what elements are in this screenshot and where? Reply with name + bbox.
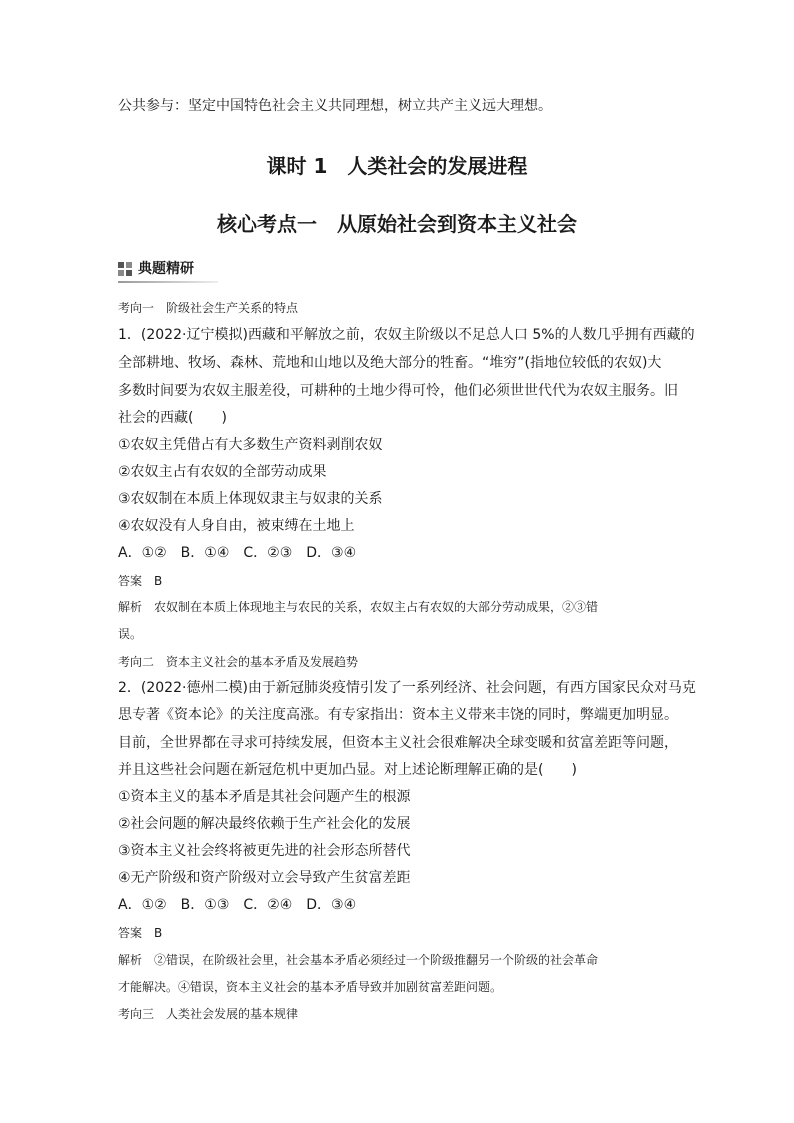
q1-answer: 答案 B xyxy=(118,574,163,588)
q1-option-2: ②农奴主占有农奴的全部劳动成果 xyxy=(118,464,327,480)
q1-option-1: ①农奴主凭借占有大多数生产资料剥削农奴 xyxy=(118,437,383,453)
q2-stem-line-3: 目前，全世界都在寻求可持续发展，但资本主义社会很难解决全球变暖和贫富差距等问题， xyxy=(118,735,678,751)
question-direction-3: 考向三 人类社会发展的基本规律 xyxy=(118,1007,299,1021)
section-label: 典题精研 xyxy=(138,261,194,277)
q1-option-3: ③农奴制在本质上体现奴隶主与奴隶的关系 xyxy=(118,491,383,507)
q1-stem-line-3: 多数时间要为农奴主服差役，可耕种的土地少得可怜，他们必须世世代代为农奴主服务。旧 xyxy=(118,383,678,399)
q1-choices: A．①② B．①④ C．②③ D．③④ xyxy=(118,545,357,561)
q2-stem-line-4: 并且这些社会问题在新冠危机中更加凸显。对上述论断理解正确的是( ) xyxy=(118,762,577,778)
q1-stem-line-2: 全部耕地、牧场、森林、荒地和山地以及绝大部分的牲畜。“堆穷”(指地位较低的农奴)大 xyxy=(118,355,662,371)
section-underline xyxy=(118,281,218,283)
q2-stem-line-2: 思专著《资本论》的关注度高涨。有专家指出：资本主义带来丰饶的同时，弊端更加明显。 xyxy=(118,707,678,723)
q2-analysis-line-2: 才能解决。④错误，资本主义社会的基本矛盾导致并加剧贫富差距问题。 xyxy=(118,980,503,994)
q1-analysis-line-2: 误。 xyxy=(118,627,143,641)
q1-stem-line-1: 1．(2022·辽宁模拟)西藏和平解放之前，农奴主阶级以不足总人口 5%的人数几乎拥有西藏的 xyxy=(118,327,695,343)
q2-stem-line-1: 2．(2022·德州二模)由于新冠肺炎疫情引发了一系列经济、社会问题，有西方国家民众对马克 xyxy=(118,680,696,696)
core-point-title: 核心考点一 从原始社会到资本主义社会 xyxy=(217,212,577,236)
section-marker-icon xyxy=(118,262,132,276)
q2-option-2: ②社会问题的解决最终依赖于生产社会化的发展 xyxy=(118,816,411,832)
q2-option-4: ④无产阶级和资产阶级对立会导致产生贫富差距 xyxy=(118,870,411,886)
q1-stem-line-4: 社会的西藏( ) xyxy=(118,410,227,426)
section-header xyxy=(118,259,678,279)
q2-analysis-line-1: 解析 ②错误，在阶级社会里，社会基本矛盾必须经过一个阶级推翻另一个阶级的社会革命 xyxy=(118,953,599,967)
q1-option-4: ④农奴没有人身自由，被束缚在土地上 xyxy=(118,518,355,534)
q2-answer: 答案 B xyxy=(118,926,163,940)
header-note: 公共参与：坚定中国特色社会主义共同理想，树立共产主义远大理想。 xyxy=(118,98,552,114)
q2-option-3: ③资本主义社会终将被更先进的社会形态所替代 xyxy=(118,843,411,859)
question-direction-1: 考向一 阶级社会生产关系的特点 xyxy=(118,301,299,315)
q2-option-1: ①资本主义的基本矛盾是其社会问题产生的根源 xyxy=(118,789,411,805)
q2-choices: A．①② B．①③ C．②④ D．③④ xyxy=(118,897,357,913)
question-direction-2: 考向二 资本主义社会的基本矛盾及发展趋势 xyxy=(118,655,359,669)
q1-analysis-line-1: 解析 农奴制在本质上体现地主与农民的关系，农奴主占有农奴的大部分劳动成果，②③错 xyxy=(118,600,599,614)
lesson-title: 课时 1 人类社会的发展进程 xyxy=(266,154,528,178)
